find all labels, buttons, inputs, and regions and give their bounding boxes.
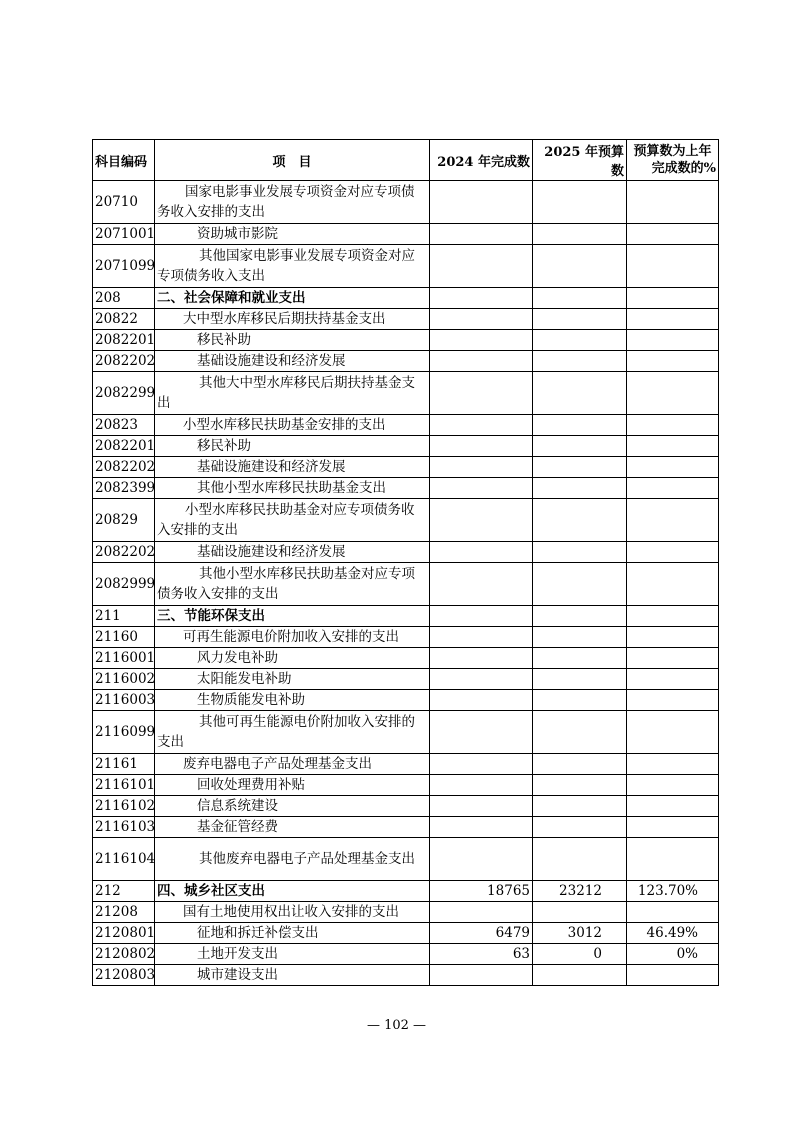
row-budget-2025: 0 [533, 944, 627, 965]
row-budget-2025 [533, 648, 627, 669]
row-item: 基础设施建设和经济发展 [155, 351, 430, 372]
table-row [93, 499, 719, 542]
row-budget-2025 [533, 457, 627, 478]
row-budget-2025 [533, 499, 627, 542]
header-ratio [627, 140, 719, 181]
row-code: 21160 [93, 627, 155, 648]
row-code: 2116103 [93, 817, 155, 838]
row-budget-2025 [533, 181, 627, 224]
table-row [93, 690, 719, 711]
row-budget-2025 [533, 965, 627, 986]
row-completed-2024: 18765 [430, 881, 533, 902]
row-budget-2025 [533, 224, 627, 245]
row-ratio: 123.70% [627, 881, 719, 902]
row-completed-2024 [430, 288, 533, 309]
row-code: 212 [93, 881, 155, 902]
row-budget-2025 [533, 478, 627, 499]
row-code: 20829 [93, 499, 155, 542]
row-code: 2082202 [93, 351, 155, 372]
row-item: 其他小型水库移民扶助基金对应专项债务收入安排的支出 [155, 563, 430, 606]
row-completed-2024 [430, 754, 533, 775]
row-item: 移民补助 [155, 436, 430, 457]
row-completed-2024 [430, 690, 533, 711]
table-row [93, 838, 719, 881]
table-row [93, 351, 719, 372]
row-item: 四、城乡社区支出 [155, 881, 430, 902]
row-ratio [627, 330, 719, 351]
header-ratio-line1: 预算数为上年 [633, 144, 712, 159]
row-item: 二、社会保障和就业支出 [155, 288, 430, 309]
row-ratio [627, 415, 719, 436]
table-row [93, 245, 719, 288]
row-code: 21208 [93, 902, 155, 923]
row-item: 风力发电补助 [155, 648, 430, 669]
table-row [93, 923, 719, 944]
row-item: 基础设施建设和经济发展 [155, 457, 430, 478]
row-completed-2024 [430, 309, 533, 330]
row-item: 基础设施建设和经济发展 [155, 542, 430, 563]
row-ratio [627, 436, 719, 457]
row-completed-2024 [430, 181, 533, 224]
table-row [93, 965, 719, 986]
table-row [93, 181, 719, 224]
row-ratio [627, 457, 719, 478]
row-ratio: 46.49% [627, 923, 719, 944]
row-item: 基金征管经费 [155, 817, 430, 838]
row-ratio [627, 838, 719, 881]
row-completed-2024 [430, 245, 533, 288]
row-code: 2082202 [93, 457, 155, 478]
row-ratio [627, 351, 719, 372]
table-header-row [93, 140, 719, 181]
row-completed-2024 [430, 711, 533, 754]
table-row [93, 563, 719, 606]
row-completed-2024 [430, 372, 533, 415]
table-row [93, 224, 719, 245]
row-budget-2025 [533, 775, 627, 796]
row-code: 2116099 [93, 711, 155, 754]
header-budget-2025: 2025 年预算数 [533, 140, 627, 181]
row-item: 其他废弃电器电子产品处理基金支出 [155, 838, 430, 881]
row-ratio [627, 288, 719, 309]
row-ratio [627, 372, 719, 415]
row-completed-2024 [430, 817, 533, 838]
row-code: 211 [93, 606, 155, 627]
row-code: 2120803 [93, 965, 155, 986]
row-ratio [627, 181, 719, 224]
row-item: 太阳能发电补助 [155, 669, 430, 690]
table-row [93, 330, 719, 351]
row-ratio [627, 542, 719, 563]
row-item: 小型水库移民扶助基金安排的支出 [155, 415, 430, 436]
row-budget-2025 [533, 351, 627, 372]
row-code: 2082201 [93, 330, 155, 351]
table-row [93, 754, 719, 775]
row-code: 2116003 [93, 690, 155, 711]
table-row [93, 542, 719, 563]
row-item: 其他小型水库移民扶助基金支出 [155, 478, 430, 499]
row-ratio [627, 902, 719, 923]
row-completed-2024 [430, 965, 533, 986]
row-ratio [627, 690, 719, 711]
budget-table [92, 139, 719, 986]
row-completed-2024 [430, 669, 533, 690]
row-ratio [627, 711, 719, 754]
row-budget-2025 [533, 838, 627, 881]
row-code: 2116001 [93, 648, 155, 669]
row-code: 2116002 [93, 669, 155, 690]
row-item: 移民补助 [155, 330, 430, 351]
row-budget-2025 [533, 330, 627, 351]
row-budget-2025 [533, 690, 627, 711]
row-item: 土地开发支出 [155, 944, 430, 965]
row-completed-2024: 6479 [430, 923, 533, 944]
row-code: 20823 [93, 415, 155, 436]
row-item: 可再生能源电价附加收入安排的支出 [155, 627, 430, 648]
table-row [93, 606, 719, 627]
row-item: 三、节能环保支出 [155, 606, 430, 627]
row-code: 2082299 [93, 372, 155, 415]
row-item: 回收处理费用补贴 [155, 775, 430, 796]
table-row [93, 796, 719, 817]
row-budget-2025 [533, 542, 627, 563]
table-row [93, 775, 719, 796]
row-completed-2024 [430, 457, 533, 478]
row-budget-2025: 3012 [533, 923, 627, 944]
row-completed-2024: 63 [430, 944, 533, 965]
row-budget-2025: 23212 [533, 881, 627, 902]
row-completed-2024 [430, 627, 533, 648]
table-row [93, 881, 719, 902]
row-completed-2024 [430, 648, 533, 669]
row-ratio [627, 796, 719, 817]
row-ratio [627, 224, 719, 245]
row-item: 信息系统建设 [155, 796, 430, 817]
row-code: 20710 [93, 181, 155, 224]
row-item: 大中型水库移民后期扶持基金支出 [155, 309, 430, 330]
row-ratio: 0% [627, 944, 719, 965]
row-completed-2024 [430, 796, 533, 817]
table-row [93, 288, 719, 309]
row-completed-2024 [430, 351, 533, 372]
row-code: 2116102 [93, 796, 155, 817]
row-ratio [627, 648, 719, 669]
row-budget-2025 [533, 711, 627, 754]
table-row [93, 372, 719, 415]
row-code: 21161 [93, 754, 155, 775]
table-row [93, 944, 719, 965]
row-item: 其他国家电影事业发展专项资金对应专项债务收入支出 [155, 245, 430, 288]
row-code: 2082202 [93, 542, 155, 563]
header-completed-2024: 2024 年完成数 [430, 140, 533, 181]
row-ratio [627, 754, 719, 775]
row-code: 20822 [93, 309, 155, 330]
header-ratio-line2: 完成数的% [651, 161, 716, 176]
row-item: 其他可再生能源电价附加收入安排的支出 [155, 711, 430, 754]
table-row [93, 711, 719, 754]
row-completed-2024 [430, 415, 533, 436]
row-code: 2082999 [93, 563, 155, 606]
row-ratio [627, 245, 719, 288]
row-budget-2025 [533, 902, 627, 923]
row-item: 征地和拆迁补偿支出 [155, 923, 430, 944]
row-completed-2024 [430, 478, 533, 499]
header-item: 项 目 [155, 140, 430, 181]
row-completed-2024 [430, 224, 533, 245]
table-row [93, 415, 719, 436]
row-budget-2025 [533, 288, 627, 309]
row-code: 2082399 [93, 478, 155, 499]
row-code: 2116104 [93, 838, 155, 881]
row-item: 国有土地使用权出让收入安排的支出 [155, 902, 430, 923]
row-ratio [627, 775, 719, 796]
row-ratio [627, 309, 719, 330]
row-ratio [627, 478, 719, 499]
table-row [93, 648, 719, 669]
row-item: 资助城市影院 [155, 224, 430, 245]
row-budget-2025 [533, 796, 627, 817]
row-item: 城市建设支出 [155, 965, 430, 986]
row-ratio [627, 965, 719, 986]
row-code: 208 [93, 288, 155, 309]
row-completed-2024 [430, 330, 533, 351]
row-completed-2024 [430, 436, 533, 457]
table-row [93, 817, 719, 838]
row-code: 2120801 [93, 923, 155, 944]
header-code: 科目编码 [93, 140, 155, 181]
row-item: 国家电影事业发展专项资金对应专项债务收入安排的支出 [155, 181, 430, 224]
row-ratio [627, 499, 719, 542]
row-completed-2024 [430, 902, 533, 923]
row-completed-2024 [430, 775, 533, 796]
table-row [93, 436, 719, 457]
row-budget-2025 [533, 245, 627, 288]
table-row [93, 902, 719, 923]
row-budget-2025 [533, 669, 627, 690]
row-budget-2025 [533, 627, 627, 648]
row-completed-2024 [430, 542, 533, 563]
row-ratio [627, 669, 719, 690]
table-row [93, 627, 719, 648]
row-ratio [627, 563, 719, 606]
row-budget-2025 [533, 309, 627, 330]
row-code: 2116101 [93, 775, 155, 796]
row-budget-2025 [533, 372, 627, 415]
table-row [93, 309, 719, 330]
table-row [93, 478, 719, 499]
row-completed-2024 [430, 606, 533, 627]
row-item: 小型水库移民扶助基金对应专项债务收入安排的支出 [155, 499, 430, 542]
row-completed-2024 [430, 499, 533, 542]
row-ratio [627, 817, 719, 838]
row-ratio [627, 627, 719, 648]
table-row [93, 669, 719, 690]
row-budget-2025 [533, 754, 627, 775]
row-code: 2120802 [93, 944, 155, 965]
table-row [93, 457, 719, 478]
row-budget-2025 [533, 415, 627, 436]
row-item: 废弃电器电子产品处理基金支出 [155, 754, 430, 775]
row-budget-2025 [533, 436, 627, 457]
row-ratio [627, 606, 719, 627]
row-completed-2024 [430, 563, 533, 606]
row-completed-2024 [430, 838, 533, 881]
row-budget-2025 [533, 606, 627, 627]
row-code: 2071099 [93, 245, 155, 288]
page-number: — 102 — [366, 1018, 427, 1033]
row-budget-2025 [533, 817, 627, 838]
row-item: 生物质能发电补助 [155, 690, 430, 711]
row-item: 其他大中型水库移民后期扶持基金支出 [155, 372, 430, 415]
row-budget-2025 [533, 563, 627, 606]
row-code: 2071001 [93, 224, 155, 245]
row-code: 2082201 [93, 436, 155, 457]
